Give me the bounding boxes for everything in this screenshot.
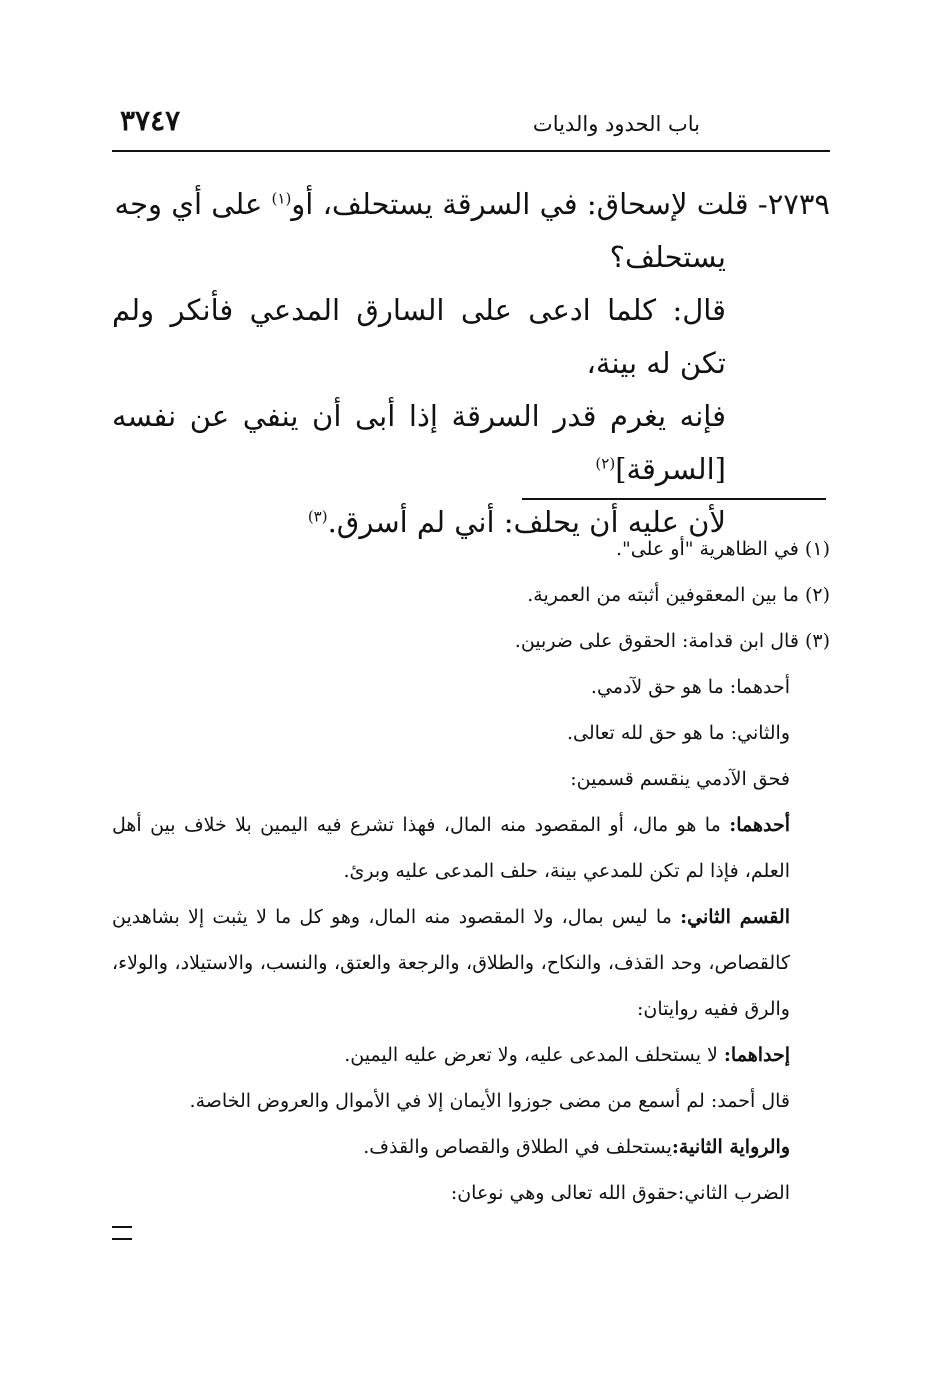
footnote-3-para-3 [112, 1032, 830, 1078]
footnote-3-para-5 [112, 1124, 830, 1170]
answer-line-1: قال: كلما ادعى على السارق المدعي فأنكر ولم تكن له بينة، [112, 293, 726, 380]
para-5-heading: والرواية الثانية: [671, 1136, 790, 1158]
footnote-3-line-3: فحق الآدمي ينقسم قسمين: [570, 768, 790, 790]
footnotes [112, 526, 830, 1216]
question-line-2: يستحلف؟ [609, 240, 726, 274]
para-2-text: ما ليس بمال، ولا المقصود منه المال، وهو كل ما لا يثبت إلا بشاهدين كالقصاص، وحد القذف، والنكاح، والطلاق، والرجعة والعتق، والنسب، والاستيلاد، والولاء، والرق ففيه روايتان: [112, 906, 790, 1020]
main-text [112, 178, 830, 549]
footnote-ref-2: (٢) [595, 454, 616, 473]
footnote-3-para-4: قال أحمد: لم أسمع من مضى جوزوا الأيمان إلا في الأموال والعروض الخاصة. [189, 1090, 790, 1112]
footnote-3-line-1: أحدهما: ما هو حق لآدمي. [590, 676, 790, 698]
question-number: ٢٧٣٩- [757, 187, 830, 221]
footnote-3-line-2: والثاني: ما هو حق لله تعالى. [566, 722, 790, 744]
footnote-3-para-1 [112, 802, 830, 894]
para-3-text: لا يستحلف المدعى عليه، ولا تعرض عليه اليمين. [344, 1044, 724, 1066]
answer-line-3-text: لأن عليه أن يحلف: أني لم أسرق. [327, 505, 726, 539]
question-line-1 [112, 178, 830, 231]
answer-line-2 [112, 390, 830, 496]
continuation-mark [112, 1226, 132, 1240]
para-3-heading: إحداهما: [723, 1044, 790, 1066]
question-text-a: قلت لإسحاق: في السرقة يستحلف، أو [291, 187, 758, 221]
footnote-2: (٢) ما بين المعقوفين أثبته من العمرية. [527, 584, 830, 606]
question-text-b: على أي وجه [114, 187, 272, 221]
para-2-heading: القسم الثاني: [680, 906, 790, 928]
footnote-ref-3: (٣) [307, 507, 328, 526]
para-5-text: يستحلف في الطلاق والقصاص والقذف. [363, 1136, 672, 1158]
footnote-3-para-6: الضرب الثاني:حقوق الله تعالى وهي نوعان: [450, 1182, 790, 1204]
para-1-heading: أحدهما: [729, 814, 790, 836]
page-header [112, 100, 830, 152]
footnote-ref-1: (١) [271, 189, 292, 208]
para-1-text: ما هو مال، أو المقصود منه المال، فهذا تشرع فيه اليمين بلا خلاف بين أهل العلم، فإذا لم تكن للمدعي بينة، حلف المدعى عليه وبرئ. [112, 814, 790, 882]
page-number: ٣٧٤٧ [120, 104, 181, 137]
footnote-1: (١) في الظاهرية "أو على". [616, 538, 830, 560]
chapter-title: باب الحدود والديات [532, 112, 700, 136]
footnote-separator [522, 498, 826, 500]
footnote-3: (٣) قال ابن قدامة: الحقوق على ضربين. [514, 630, 830, 652]
answer-line-2-text: فإنه يغرم قدر السرقة إذا أبى أن ينفي عن نفسه [السرقة] [112, 399, 726, 486]
footnote-3-para-2 [112, 894, 830, 1032]
